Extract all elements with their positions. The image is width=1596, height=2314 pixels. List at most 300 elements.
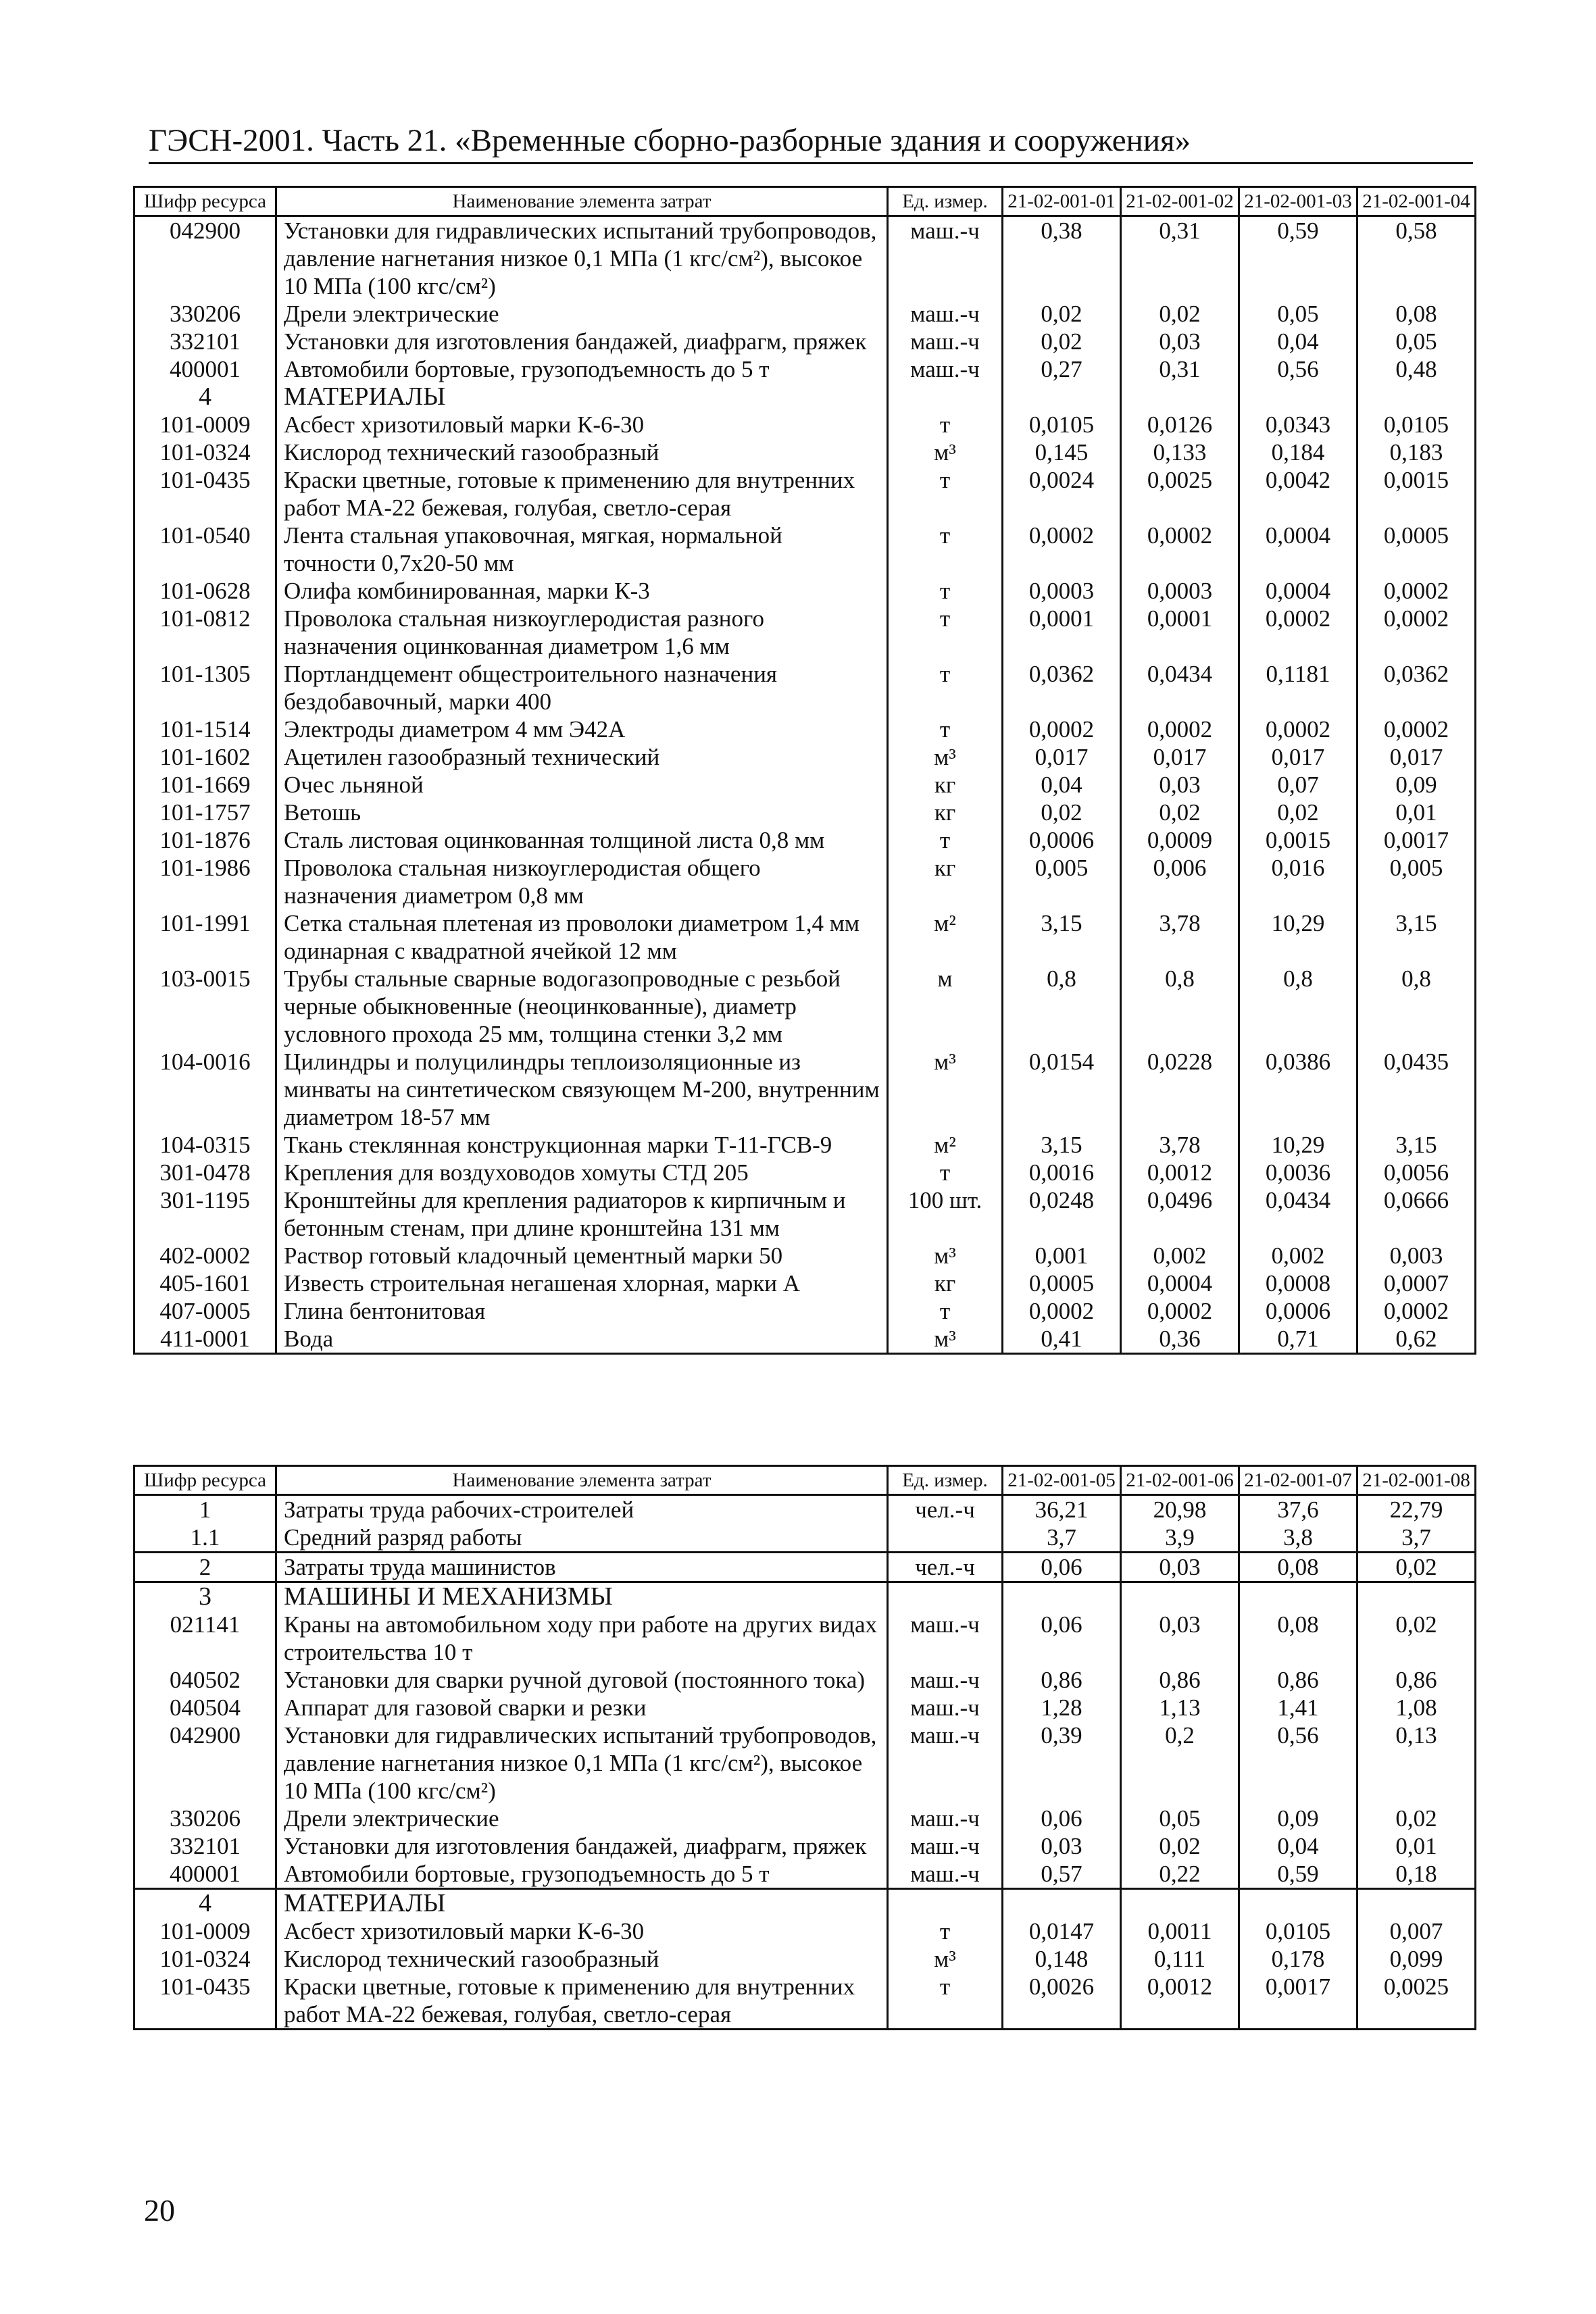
value-cell: 0,017 xyxy=(1121,743,1239,771)
value-cell: 0,0017 xyxy=(1239,1973,1357,2030)
value-cell: 0,13 xyxy=(1357,1721,1476,1805)
column-header-norm: 21-02-001-08 xyxy=(1357,1466,1476,1495)
table-row xyxy=(134,1524,1476,1553)
resource-name-cell: МАШИНЫ И МЕХАНИЗМЫ xyxy=(276,1582,888,1611)
value-cell: 0,145 xyxy=(1003,438,1121,466)
table-row xyxy=(134,715,1476,743)
value-cell: 0,0009 xyxy=(1121,826,1239,854)
unit-cell: т xyxy=(888,577,1003,605)
value-cell: 0,2 xyxy=(1121,1721,1239,1805)
value-cell: 0,86 xyxy=(1239,1666,1357,1694)
value-cell: 0,0011 xyxy=(1121,1917,1239,1945)
value-cell: 0,0016 xyxy=(1003,1159,1121,1186)
resource-name-cell: МАТЕРИАЛЫ xyxy=(276,1889,888,1918)
table-row xyxy=(134,1832,1476,1860)
unit-cell: т xyxy=(888,605,1003,660)
unit-cell: маш.-ч xyxy=(888,1694,1003,1721)
resource-code-cell: 021141 xyxy=(134,1611,276,1666)
value-cell xyxy=(1239,383,1357,411)
value-cell: 37,6 xyxy=(1239,1495,1357,1524)
value-cell: 0,0002 xyxy=(1357,577,1476,605)
value-cell: 0,58 xyxy=(1357,216,1476,301)
value-cell: 0,06 xyxy=(1003,1611,1121,1666)
resource-name-cell: Автомобили бортовые, грузоподъемность до 5 т xyxy=(276,1860,888,1889)
table-row xyxy=(134,965,1476,1048)
unit-cell: кг xyxy=(888,1269,1003,1297)
table-row xyxy=(134,355,1476,383)
resource-name-cell: Сетка стальная плетеная из проволоки диаметром 1,4 мм одинарная с квадратной ячейкой 12 мм xyxy=(276,909,888,965)
value-cell: 0,0002 xyxy=(1121,1297,1239,1325)
column-header-name: Наименование элемента затрат xyxy=(276,1466,888,1495)
resource-name-cell: Сталь листовая оцинкованная толщиной листа 0,8 мм xyxy=(276,826,888,854)
value-cell: 3,15 xyxy=(1357,909,1476,965)
value-cell: 0,03 xyxy=(1121,1611,1239,1666)
resource-name-cell: Вода xyxy=(276,1325,888,1354)
column-header-code: Шифр ресурса xyxy=(134,1466,276,1495)
resource-code-cell: 4 xyxy=(134,383,276,411)
value-cell xyxy=(1121,1582,1239,1611)
value-cell: 0,02 xyxy=(1357,1553,1476,1582)
value-cell: 0,04 xyxy=(1239,1832,1357,1860)
value-cell: 0,0002 xyxy=(1357,715,1476,743)
value-cell: 0,002 xyxy=(1121,1242,1239,1269)
resource-code-cell: 332101 xyxy=(134,1832,276,1860)
value-cell: 0,0017 xyxy=(1357,826,1476,854)
unit-cell: маш.-ч xyxy=(888,1832,1003,1860)
value-cell: 3,7 xyxy=(1357,1524,1476,1553)
value-cell: 0,8 xyxy=(1239,965,1357,1048)
value-cell: 0,0228 xyxy=(1121,1048,1239,1131)
unit-cell: м³ xyxy=(888,1945,1003,1973)
resource-code-cell: 104-0315 xyxy=(134,1131,276,1159)
resource-code-cell: 040504 xyxy=(134,1694,276,1721)
resource-code-cell: 101-1757 xyxy=(134,799,276,826)
page-header: ГЭСН-2001. Часть 21. «Временные сборно-разборные здания и сооружения» xyxy=(149,123,1191,158)
resource-name-cell: Олифа комбинированная, марки К-3 xyxy=(276,577,888,605)
value-cell: 0,02 xyxy=(1357,1611,1476,1666)
value-cell: 0,02 xyxy=(1121,1832,1239,1860)
unit-cell xyxy=(888,1524,1003,1553)
norms-table-1 xyxy=(133,186,1476,1355)
resource-code-cell: 402-0002 xyxy=(134,1242,276,1269)
value-cell: 0,36 xyxy=(1121,1325,1239,1354)
table-row xyxy=(134,300,1476,328)
resource-name-cell: Электроды диаметром 4 мм Э42А xyxy=(276,715,888,743)
value-cell: 0,133 xyxy=(1121,438,1239,466)
value-cell: 3,15 xyxy=(1003,1131,1121,1159)
value-cell: 0,0154 xyxy=(1003,1048,1121,1131)
value-cell: 0,0012 xyxy=(1121,1159,1239,1186)
resource-name-cell: Кислород технический газообразный xyxy=(276,438,888,466)
table-header-row xyxy=(134,1466,1476,1495)
value-cell: 0,8 xyxy=(1357,965,1476,1048)
table-row xyxy=(134,854,1476,909)
resource-name-cell: Проволока стальная низкоуглеродистая общего назначения диаметром 0,8 мм xyxy=(276,854,888,909)
value-cell: 0,0002 xyxy=(1357,605,1476,660)
resource-name-cell: Асбест хризотиловый марки К-6-30 xyxy=(276,1917,888,1945)
value-cell: 3,9 xyxy=(1121,1524,1239,1553)
table-row xyxy=(134,577,1476,605)
resource-name-cell: Портландцемент общестроительного назначения бездобавочный, марки 400 xyxy=(276,660,888,715)
resource-code-cell: 2 xyxy=(134,1553,276,1582)
column-header-name: Наименование элемента затрат xyxy=(276,187,888,216)
unit-cell: маш.-ч xyxy=(888,1805,1003,1832)
resource-code-cell: 101-1514 xyxy=(134,715,276,743)
value-cell xyxy=(1121,383,1239,411)
resource-name-cell: Установки для гидравлических испытаний трубопроводов, давление нагнетания низкое 0,1 МПа (1 кгс/см²), высокое 10 МПа (100 кгс/см²) xyxy=(276,1721,888,1805)
table-row xyxy=(134,1131,1476,1159)
value-cell: 0,86 xyxy=(1357,1666,1476,1694)
value-cell: 0,59 xyxy=(1239,1860,1357,1889)
unit-cell: т xyxy=(888,1973,1003,2030)
table-row xyxy=(134,216,1476,301)
table-row xyxy=(134,438,1476,466)
value-cell: 0,56 xyxy=(1239,1721,1357,1805)
table-row xyxy=(134,1666,1476,1694)
value-cell: 0,04 xyxy=(1003,771,1121,799)
resource-name-cell: Дрели электрические xyxy=(276,1805,888,1832)
value-cell: 0,0001 xyxy=(1121,605,1239,660)
value-cell: 0,27 xyxy=(1003,355,1121,383)
resource-name-cell: Автомобили бортовые, грузоподъемность до 5 т xyxy=(276,355,888,383)
column-header-code: Шифр ресурса xyxy=(134,187,276,216)
unit-cell: м xyxy=(888,965,1003,1048)
unit-cell: кг xyxy=(888,771,1003,799)
section-row xyxy=(134,383,1476,411)
column-header-norm: 21-02-001-06 xyxy=(1121,1466,1239,1495)
value-cell: 0,0435 xyxy=(1357,1048,1476,1131)
value-cell: 0,0004 xyxy=(1239,577,1357,605)
value-cell: 0,02 xyxy=(1121,799,1239,826)
value-cell: 1,28 xyxy=(1003,1694,1121,1721)
resource-name-cell: Ткань стеклянная конструкционная марки Т-11-ГСВ-9 xyxy=(276,1131,888,1159)
value-cell: 0,22 xyxy=(1121,1860,1239,1889)
table-row xyxy=(134,1917,1476,1945)
resource-code-cell: 407-0005 xyxy=(134,1297,276,1325)
value-cell xyxy=(1003,1582,1121,1611)
value-cell: 0,08 xyxy=(1239,1553,1357,1582)
value-cell: 0,39 xyxy=(1003,1721,1121,1805)
value-cell: 0,03 xyxy=(1121,771,1239,799)
table-row xyxy=(134,1611,1476,1666)
value-cell xyxy=(1357,1582,1476,1611)
value-cell: 0,0666 xyxy=(1357,1186,1476,1242)
value-cell: 0,005 xyxy=(1357,854,1476,909)
value-cell: 0,03 xyxy=(1121,1553,1239,1582)
value-cell: 0,0001 xyxy=(1003,605,1121,660)
value-cell: 0,0004 xyxy=(1121,1269,1239,1297)
value-cell: 0,56 xyxy=(1239,355,1357,383)
value-cell: 3,7 xyxy=(1003,1524,1121,1553)
unit-cell: маш.-ч xyxy=(888,1721,1003,1805)
resource-code-cell: 101-0324 xyxy=(134,1945,276,1973)
resource-code-cell: 103-0015 xyxy=(134,965,276,1048)
table-row xyxy=(134,466,1476,522)
unit-cell: м³ xyxy=(888,1048,1003,1131)
value-cell: 22,79 xyxy=(1357,1495,1476,1524)
value-cell: 0,86 xyxy=(1121,1666,1239,1694)
unit-cell: чел.-ч xyxy=(888,1495,1003,1524)
resource-code-cell: 101-1602 xyxy=(134,743,276,771)
table-row xyxy=(134,1242,1476,1269)
unit-cell: т xyxy=(888,1917,1003,1945)
table-row xyxy=(134,660,1476,715)
value-cell: 0,0003 xyxy=(1121,577,1239,605)
value-cell: 0,0042 xyxy=(1239,466,1357,522)
value-cell: 0,017 xyxy=(1003,743,1121,771)
column-header-norm: 21-02-001-07 xyxy=(1239,1466,1357,1495)
resource-name-cell: Проволока стальная низкоуглеродистая разного назначения оцинкованная диаметром 1,6 мм xyxy=(276,605,888,660)
value-cell: 0,02 xyxy=(1003,300,1121,328)
value-cell: 1,41 xyxy=(1239,1694,1357,1721)
value-cell: 0,0007 xyxy=(1357,1269,1476,1297)
unit-cell: кг xyxy=(888,799,1003,826)
value-cell: 20,98 xyxy=(1121,1495,1239,1524)
unit-cell: м³ xyxy=(888,1325,1003,1354)
table-row xyxy=(134,743,1476,771)
section-row xyxy=(134,1582,1476,1611)
value-cell: 0,0002 xyxy=(1003,1297,1121,1325)
section-row xyxy=(134,1889,1476,1918)
value-cell: 0,0012 xyxy=(1121,1973,1239,2030)
value-cell: 0,111 xyxy=(1121,1945,1239,1973)
value-cell: 10,29 xyxy=(1239,909,1357,965)
value-cell: 0,57 xyxy=(1003,1860,1121,1889)
value-cell: 0,0008 xyxy=(1239,1269,1357,1297)
value-cell: 0,0002 xyxy=(1357,1297,1476,1325)
value-cell: 0,48 xyxy=(1357,355,1476,383)
value-cell: 0,0002 xyxy=(1121,522,1239,577)
value-cell: 3,15 xyxy=(1003,909,1121,965)
value-cell: 0,148 xyxy=(1003,1945,1121,1973)
value-cell: 0,62 xyxy=(1357,1325,1476,1354)
resource-name-cell: Средний разряд работы xyxy=(276,1524,888,1553)
value-cell: 0,0026 xyxy=(1003,1973,1121,2030)
resource-code-cell: 101-1991 xyxy=(134,909,276,965)
resource-name-cell: Краны на автомобильном ходу при работе на других видах строительства 10 т xyxy=(276,1611,888,1666)
header-rule xyxy=(149,162,1473,164)
value-cell: 0,016 xyxy=(1239,854,1357,909)
value-cell: 0,02 xyxy=(1239,799,1357,826)
table-row xyxy=(134,522,1476,577)
resource-code-cell: 101-0324 xyxy=(134,438,276,466)
value-cell: 0,06 xyxy=(1003,1805,1121,1832)
unit-cell: т xyxy=(888,411,1003,438)
resource-name-cell: Затраты труда рабочих-строителей xyxy=(276,1495,888,1524)
unit-cell: м³ xyxy=(888,1242,1003,1269)
resource-code-cell: 101-0540 xyxy=(134,522,276,577)
value-cell: 0,05 xyxy=(1121,1805,1239,1832)
unit-cell xyxy=(888,1582,1003,1611)
value-cell: 0,0362 xyxy=(1003,660,1121,715)
value-cell: 0,02 xyxy=(1357,1805,1476,1832)
value-cell: 0,59 xyxy=(1239,216,1357,301)
table-row xyxy=(134,1973,1476,2030)
value-cell: 0,04 xyxy=(1239,328,1357,355)
unit-cell: т xyxy=(888,660,1003,715)
resource-code-cell: 301-0478 xyxy=(134,1159,276,1186)
value-cell: 0,0105 xyxy=(1003,411,1121,438)
resource-name-cell: Краски цветные, готовые к применению для внутренних работ МА-22 бежевая, голубая, светло-серая xyxy=(276,1973,888,2030)
resource-name-cell: Глина бентонитовая xyxy=(276,1297,888,1325)
value-cell: 0,0105 xyxy=(1239,1917,1357,1945)
value-cell: 0,0015 xyxy=(1357,466,1476,522)
resource-name-cell: Крепления для воздуховодов хомуты СТД 205 xyxy=(276,1159,888,1186)
value-cell: 0,08 xyxy=(1357,300,1476,328)
value-cell: 3,15 xyxy=(1357,1131,1476,1159)
resource-name-cell: Дрели электрические xyxy=(276,300,888,328)
value-cell: 1,13 xyxy=(1121,1694,1239,1721)
value-cell: 0,0126 xyxy=(1121,411,1239,438)
resource-name-cell: Асбест хризотиловый марки К-6-30 xyxy=(276,411,888,438)
page-number: 20 xyxy=(144,2193,175,2228)
value-cell: 0,0002 xyxy=(1121,715,1239,743)
value-cell: 0,005 xyxy=(1003,854,1121,909)
value-cell: 0,001 xyxy=(1003,1242,1121,1269)
resource-code-cell: 411-0001 xyxy=(134,1325,276,1354)
value-cell: 36,21 xyxy=(1003,1495,1121,1524)
resource-code-cell: 4 xyxy=(134,1889,276,1918)
resource-code-cell: 400001 xyxy=(134,355,276,383)
norms-table-2 xyxy=(133,1465,1476,2030)
value-cell: 0,0002 xyxy=(1239,605,1357,660)
value-cell: 0,06 xyxy=(1003,1553,1121,1582)
value-cell: 0,0003 xyxy=(1003,577,1121,605)
unit-cell: т xyxy=(888,466,1003,522)
table-row xyxy=(134,1048,1476,1131)
table-row xyxy=(134,1553,1476,1582)
value-cell: 0,0025 xyxy=(1357,1973,1476,2030)
value-cell: 0,0025 xyxy=(1121,466,1239,522)
value-cell: 0,0002 xyxy=(1003,715,1121,743)
value-cell: 0,002 xyxy=(1239,1242,1357,1269)
value-cell: 0,017 xyxy=(1357,743,1476,771)
resource-code-cell: 101-0628 xyxy=(134,577,276,605)
value-cell: 0,0006 xyxy=(1003,826,1121,854)
value-cell xyxy=(1121,1889,1239,1918)
value-cell: 0,0248 xyxy=(1003,1186,1121,1242)
resource-code-cell: 042900 xyxy=(134,216,276,301)
unit-cell: маш.-ч xyxy=(888,216,1003,301)
table-row xyxy=(134,1495,1476,1524)
value-cell: 0,09 xyxy=(1239,1805,1357,1832)
unit-cell: м³ xyxy=(888,743,1003,771)
value-cell xyxy=(1239,1889,1357,1918)
resource-code-cell: 400001 xyxy=(134,1860,276,1889)
resource-code-cell: 040502 xyxy=(134,1666,276,1694)
value-cell: 0,0386 xyxy=(1239,1048,1357,1131)
value-cell: 0,0036 xyxy=(1239,1159,1357,1186)
unit-cell: чел.-ч xyxy=(888,1553,1003,1582)
table-row xyxy=(134,605,1476,660)
value-cell: 0,86 xyxy=(1003,1666,1121,1694)
resource-name-cell: Лента стальная упаковочная, мягкая, нормальной точности 0,7х20-50 мм xyxy=(276,522,888,577)
resource-code-cell: 332101 xyxy=(134,328,276,355)
table-row xyxy=(134,411,1476,438)
unit-cell xyxy=(888,383,1003,411)
value-cell: 0,0024 xyxy=(1003,466,1121,522)
column-header-unit: Ед. измер. xyxy=(888,1466,1003,1495)
resource-name-cell: Краски цветные, готовые к применению для внутренних работ МА-22 бежевая, голубая, светло-серая xyxy=(276,466,888,522)
value-cell: 0,0004 xyxy=(1239,522,1357,577)
value-cell xyxy=(1357,383,1476,411)
resource-name-cell: Установки для гидравлических испытаний трубопроводов, давление нагнетания низкое 0,1 МПа (1 кгс/см²), высокое 10 МПа (100 кгс/см²) xyxy=(276,216,888,301)
unit-cell: маш.-ч xyxy=(888,1611,1003,1666)
resource-name-cell: Установки для изготовления бандажей, диафрагм, пряжек xyxy=(276,328,888,355)
value-cell: 0,017 xyxy=(1239,743,1357,771)
table-row xyxy=(134,1805,1476,1832)
resource-code-cell: 101-0009 xyxy=(134,1917,276,1945)
resource-code-cell: 330206 xyxy=(134,300,276,328)
value-cell: 0,178 xyxy=(1239,1945,1357,1973)
unit-cell: маш.-ч xyxy=(888,1860,1003,1889)
value-cell: 0,0343 xyxy=(1239,411,1357,438)
resource-code-cell: 101-1876 xyxy=(134,826,276,854)
column-header-unit: Ед. измер. xyxy=(888,187,1003,216)
resource-name-cell: Установки для сварки ручной дуговой (постоянного тока) xyxy=(276,1666,888,1694)
value-cell: 0,07 xyxy=(1239,771,1357,799)
resource-code-cell: 3 xyxy=(134,1582,276,1611)
value-cell: 0,05 xyxy=(1357,328,1476,355)
table-row xyxy=(134,1325,1476,1354)
value-cell: 0,0006 xyxy=(1239,1297,1357,1325)
column-header-norm: 21-02-001-01 xyxy=(1003,187,1121,216)
resource-name-cell: Аппарат для газовой сварки и резки xyxy=(276,1694,888,1721)
resource-name-cell: Кислород технический газообразный xyxy=(276,1945,888,1973)
unit-cell: м² xyxy=(888,909,1003,965)
unit-cell: кг xyxy=(888,854,1003,909)
value-cell xyxy=(1239,1582,1357,1611)
value-cell: 3,8 xyxy=(1239,1524,1357,1553)
table-row xyxy=(134,1297,1476,1325)
value-cell: 3,78 xyxy=(1121,909,1239,965)
unit-cell xyxy=(888,1889,1003,1918)
value-cell: 1,08 xyxy=(1357,1694,1476,1721)
value-cell: 0,006 xyxy=(1121,854,1239,909)
value-cell: 0,71 xyxy=(1239,1325,1357,1354)
resource-code-cell: 101-1986 xyxy=(134,854,276,909)
table-row xyxy=(134,1159,1476,1186)
value-cell: 0,003 xyxy=(1357,1242,1476,1269)
resource-code-cell: 042900 xyxy=(134,1721,276,1805)
unit-cell: маш.-ч xyxy=(888,355,1003,383)
resource-code-cell: 104-0016 xyxy=(134,1048,276,1131)
value-cell: 0,8 xyxy=(1003,965,1121,1048)
resource-code-cell: 330206 xyxy=(134,1805,276,1832)
resource-name-cell: Раствор готовый кладочный цементный марки 50 xyxy=(276,1242,888,1269)
value-cell: 0,18 xyxy=(1357,1860,1476,1889)
table-row xyxy=(134,771,1476,799)
table-row xyxy=(134,1694,1476,1721)
table-row xyxy=(134,1945,1476,1973)
value-cell xyxy=(1357,1889,1476,1918)
table-row xyxy=(134,826,1476,854)
value-cell: 0,0015 xyxy=(1239,826,1357,854)
resource-name-cell: Ветошь xyxy=(276,799,888,826)
value-cell: 0,007 xyxy=(1357,1917,1476,1945)
column-header-norm: 21-02-001-05 xyxy=(1003,1466,1121,1495)
value-cell: 0,05 xyxy=(1239,300,1357,328)
value-cell: 0,0005 xyxy=(1003,1269,1121,1297)
unit-cell: т xyxy=(888,1297,1003,1325)
unit-cell: маш.-ч xyxy=(888,1666,1003,1694)
value-cell: 0,1181 xyxy=(1239,660,1357,715)
resource-code-cell: 1.1 xyxy=(134,1524,276,1553)
value-cell: 0,0434 xyxy=(1121,660,1239,715)
value-cell: 0,0002 xyxy=(1003,522,1121,577)
table-row xyxy=(134,1721,1476,1805)
table-row xyxy=(134,1269,1476,1297)
